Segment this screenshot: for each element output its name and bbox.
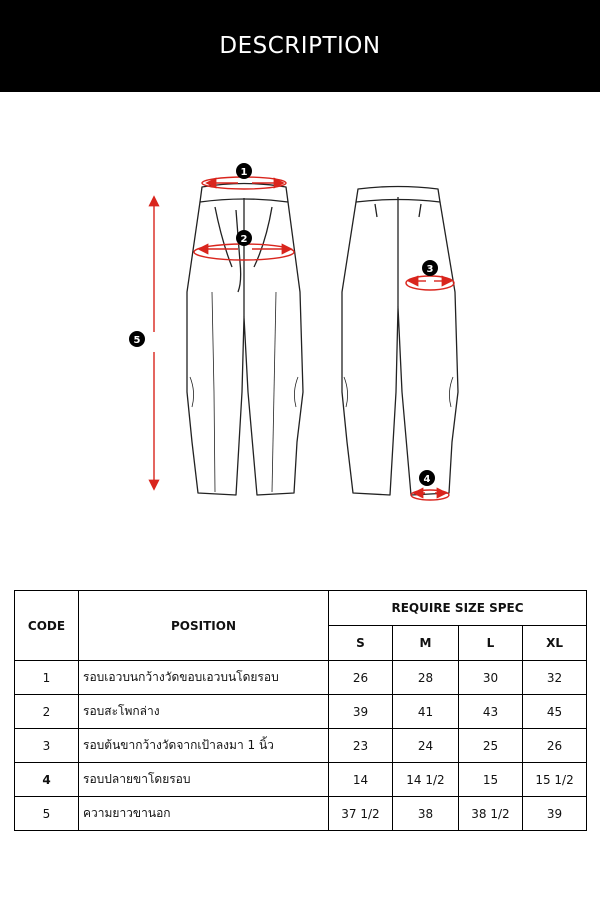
code-header: CODE (15, 591, 79, 661)
row-value-m: 41 (393, 695, 459, 729)
row-position: รอบเอวบนกว้างวัดขอบเอวบนโดยรอบ (79, 661, 329, 695)
row-position: รอบต้นขากว้างวัดจากเป้าลงมา 1 นิ้ว (79, 729, 329, 763)
position-header: POSITION (79, 591, 329, 661)
row-code: 2 (15, 695, 79, 729)
marker-4-label: 4 (423, 474, 431, 485)
size-header-xl: XL (523, 626, 587, 661)
pants-measurement-diagram (0, 92, 600, 562)
row-value-s: 23 (329, 729, 393, 763)
row-position: รอบสะโพกล่าง (79, 695, 329, 729)
row-value-s: 26 (329, 661, 393, 695)
marker-5-label: 5 (133, 335, 141, 346)
table-row (15, 661, 587, 695)
spec-header: REQUIRE SIZE SPEC (329, 591, 587, 626)
header-bar (0, 0, 600, 92)
thigh-measure (406, 260, 454, 290)
row-code: 3 (15, 729, 79, 763)
row-value-xl: 26 (523, 729, 587, 763)
row-code: 5 (15, 797, 79, 831)
back-view-pants (342, 187, 458, 496)
row-code: 1 (15, 661, 79, 695)
row-value-l: 38 1/2 (459, 797, 523, 831)
size-spec-table (14, 590, 587, 831)
marker-3-label: 3 (426, 264, 434, 275)
size-header-s: S (329, 626, 393, 661)
size-header-l: L (459, 626, 523, 661)
row-value-xl: 45 (523, 695, 587, 729)
row-value-l: 25 (459, 729, 523, 763)
row-value-l: 15 (459, 763, 523, 797)
outseam-measure (129, 198, 154, 488)
table-row (15, 763, 587, 797)
row-value-xl: 39 (523, 797, 587, 831)
row-value-xl: 32 (523, 661, 587, 695)
row-value-xl: 15 1/2 (523, 763, 587, 797)
row-code: 4 (15, 763, 79, 797)
marker-2-label: 2 (240, 234, 248, 245)
size-header-m: M (393, 626, 459, 661)
page-title: DESCRIPTION (219, 33, 381, 59)
table-row (15, 695, 587, 729)
row-value-s: 37 1/2 (329, 797, 393, 831)
row-value-l: 30 (459, 661, 523, 695)
row-position: รอบปลายขาโดยรอบ (79, 763, 329, 797)
hem-measure (411, 470, 449, 500)
row-value-m: 14 1/2 (393, 763, 459, 797)
row-value-s: 14 (329, 763, 393, 797)
table-row (15, 797, 587, 831)
table-row (15, 729, 587, 763)
row-value-l: 43 (459, 695, 523, 729)
row-value-m: 24 (393, 729, 459, 763)
row-value-m: 28 (393, 661, 459, 695)
row-value-s: 39 (329, 695, 393, 729)
marker-1-label: 1 (240, 167, 248, 178)
row-value-m: 38 (393, 797, 459, 831)
row-position: ความยาวขานอก (79, 797, 329, 831)
